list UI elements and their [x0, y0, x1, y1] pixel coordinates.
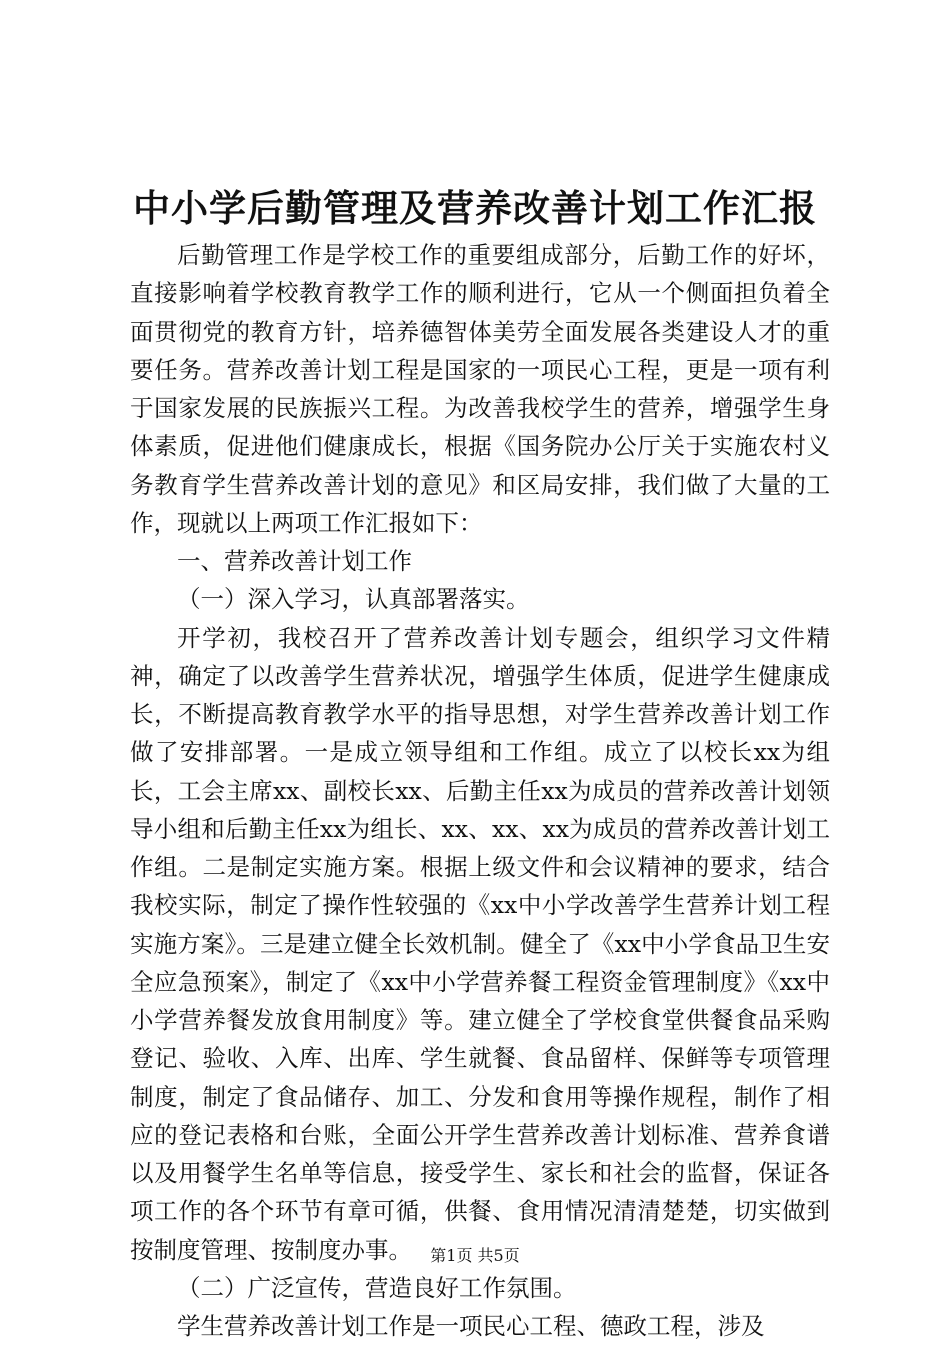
body-paragraph: 开学初，我校召开了营养改善计划专题会，组织学习文件精神，确定了以改善学生营养状况，增强学生体质，促进学生健康成长，不断提高教育教学水平的指导思想，对学生营养改善计划工作做了安排部署。一是成立领导组和工作组。成立了以校长xx为组长，工会主席xx、副校长xx、后勤主任xx为成员的营养改善计划领导小组和后勤主任xx为组长、xx、xx、xx为成员的营养改善计划工作组。二是制定实施方案。根据上级文件和会议精神的要求，结合我校实际，制定了操作性较强的《xx中小学改善学生营养计划工程实施方案》。三是建立健全长效机制。健全了《xx中小学食品卫生安全应急预案》，制定了《xx中小学营养餐工程资金管理制度》《xx中小学营养餐发放食用制度》等。建立健全了学校食堂供餐食品采购登记、验收、入库、出库、学生就餐、食品留样、保鲜等专项管理制度，制定了食品储存、加工、分发和食用等操作规程，制作了相应的登记表格和台账，全面公开学生营养改善计划标准、营养食谱以及用餐学生名单等信息，接受学生、家长和社会的监督，保证各项工作的各个环节有章可循，供餐、食用情况清清楚楚，切实做到按制度管理、按制度办事。 [130, 623, 830, 1264]
document-title: 中小学后勤管理及营养改善计划工作汇报 [133, 186, 817, 230]
subsection-heading: （二）广泛宣传，营造良好工作氛围。 [177, 1273, 577, 1302]
subsection-heading: （一）深入学习，认真部署落实。 [177, 585, 530, 614]
page-footer: 第1页 共5页 [430, 1246, 520, 1265]
body-paragraph: 学生营养改善计划工作是一项民心工程、德政工程，涉及 [177, 1312, 765, 1340]
document-body [130, 236, 830, 1345]
section-heading: 一、营养改善计划工作 [177, 547, 412, 575]
intro-paragraph: 后勤管理工作是学校工作的重要组成部分，后勤工作的好坏，直接影响着学校教育教学工作的顺利进行，它从一个侧面担负着全面贯彻党的教育方针，培养德智体美劳全面发展各类建设人才的重要任务。营养改善计划工程是国家的一项民心工程，更是一项有利于国家发展的民族振兴工程。为改善我校学生的营养，增强学生身体素质，促进他们健康成长，根据《国务院办公厅关于实施农村义务教育学生营养改善计划的意见》和区局安排，我们做了大量的工作，现就以上两项工作汇报如下： [130, 241, 830, 537]
